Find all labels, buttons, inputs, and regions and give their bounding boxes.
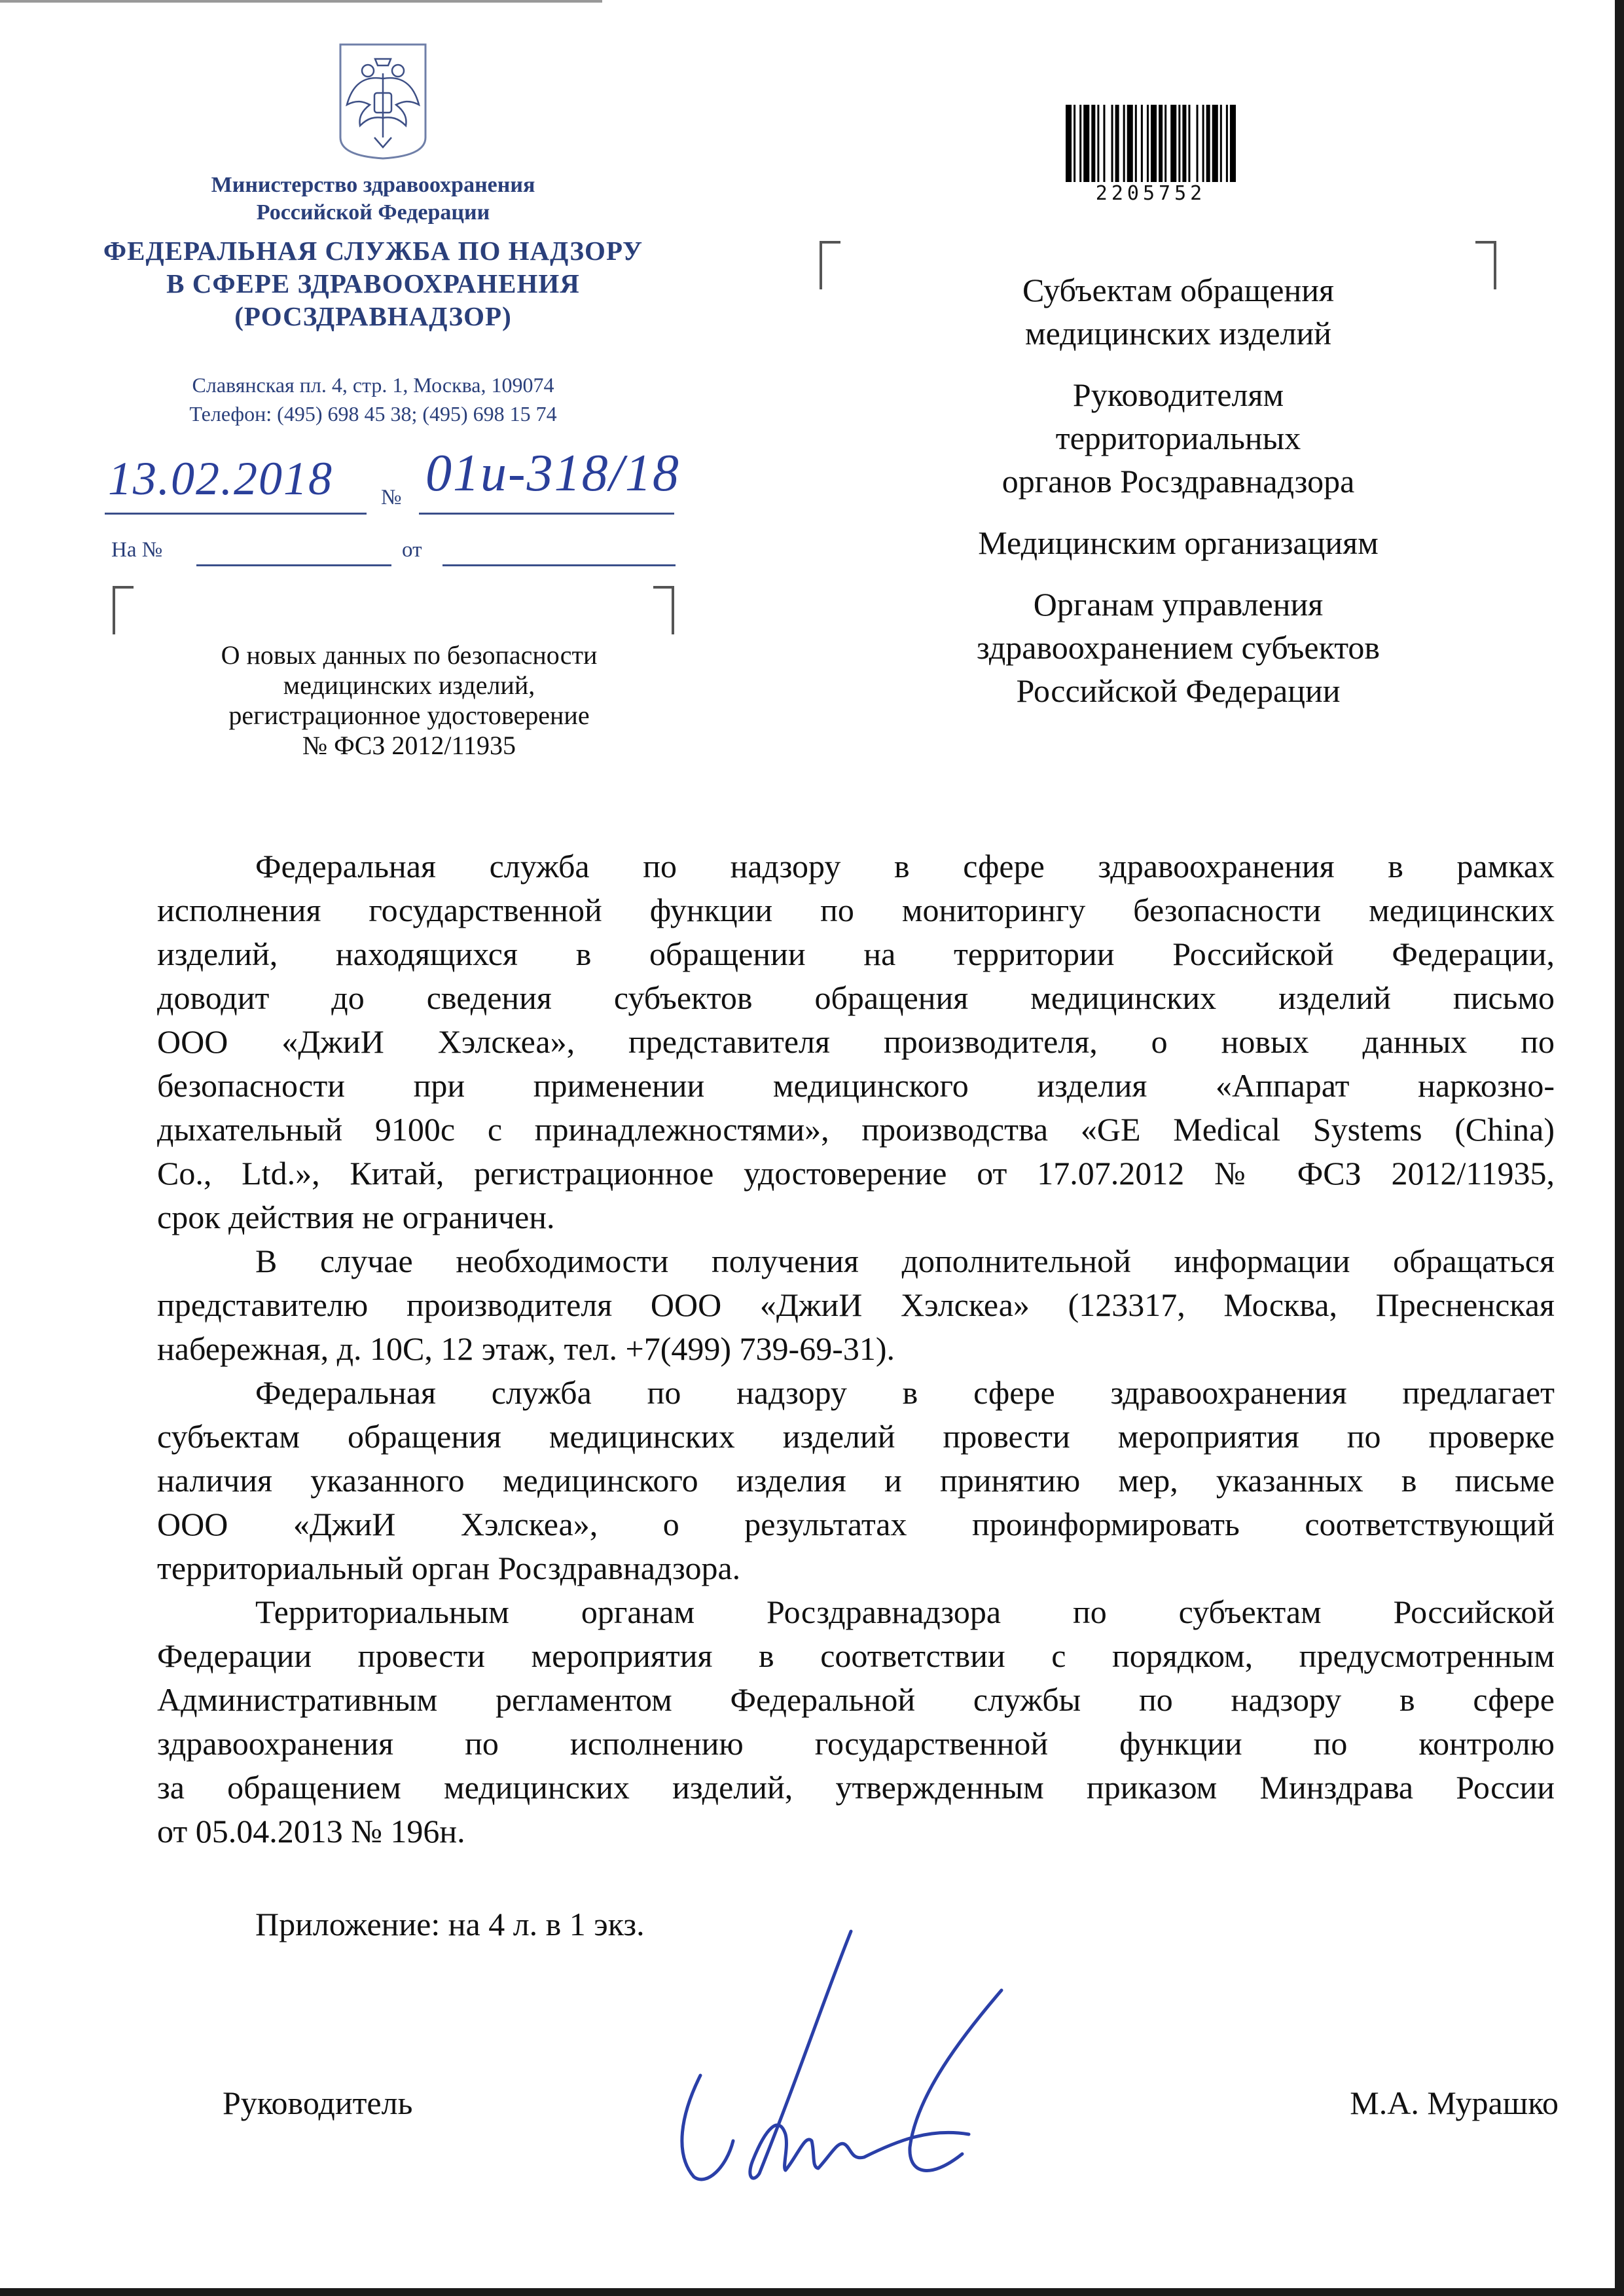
- ministry-name: [105, 172, 641, 227]
- recipient-line: медицинских изделий: [1024, 315, 1332, 352]
- ref-number-label: На №: [111, 538, 163, 562]
- agency-address: [105, 371, 641, 428]
- barcode-bar: [1103, 105, 1105, 182]
- bracket-left: [820, 241, 840, 289]
- recipient-line: Российской Федерации: [1016, 672, 1341, 709]
- agency-line: (РОСЗДРАВНАДЗОР): [234, 301, 512, 331]
- paragraph-line: от 05.04.2013 № 196н.: [157, 1813, 465, 1850]
- paragraph-line: исполнения государственной функции по мониторингу безопасности медицинских: [157, 892, 1555, 928]
- barcode-bar: [1151, 105, 1157, 182]
- barcode-bar: [1159, 105, 1163, 182]
- paragraph-line: здравоохранения по исполнению государственной функции по контролю: [157, 1725, 1555, 1762]
- ref-date-line: [442, 564, 676, 566]
- barcode-bar: [1188, 105, 1190, 182]
- paragraph-line: безопасности при применении медицинского изделия «Аппарат наркозно-: [157, 1067, 1555, 1104]
- paragraph-line: Федеральная служба по надзору в сфере здравоохранения предлагает: [255, 1374, 1555, 1411]
- date-underline: [105, 513, 367, 515]
- body-paragraph-1: [157, 845, 1555, 1239]
- recipient-line: Руководителям: [1072, 376, 1284, 413]
- barcode-bar: [1141, 105, 1143, 182]
- barcode-bar: [1135, 105, 1137, 182]
- agency-name: [85, 234, 661, 333]
- scan-edge-bottom: [0, 2288, 1624, 2296]
- barcode-bar: [1091, 105, 1095, 182]
- paragraph-line: дыхательный 9100с с принадлежностями», производства «GE Medical Systems (China): [157, 1111, 1555, 1148]
- double-headed-eagle-icon: [334, 39, 432, 160]
- paragraph-line: доводит до сведения субъектов обращения медицинских изделий письмо: [157, 979, 1555, 1016]
- barcode-bar: [1197, 105, 1199, 182]
- recipient-group: [903, 583, 1453, 712]
- recipient-line: Органам управления: [1033, 586, 1324, 623]
- paragraph-line: территориальный орган Росздравнадзора.: [157, 1550, 741, 1586]
- barcode-bar: [1178, 105, 1180, 182]
- paragraph-line: срок действия не ограничен.: [157, 1199, 555, 1235]
- barcode-bar: [1212, 105, 1218, 182]
- signer-position: Руководитель: [223, 2085, 413, 2121]
- paragraph-line: В случае необходимости получения дополнительной информации обращаться: [255, 1243, 1555, 1279]
- recipient-line: Субъектам обращения: [1022, 272, 1334, 308]
- scan-edge-top: [0, 0, 602, 3]
- paragraph-line: Co., Ltd.», Китай, регистрационное удостоверение от 17.07.2012 № ФСЗ 2012/11935,: [157, 1155, 1555, 1192]
- recipients-block: [903, 268, 1453, 731]
- barcode-image: [1066, 105, 1236, 183]
- handwritten-signature-image: [655, 1918, 1021, 2193]
- subject-line: медицинских изделий,: [283, 670, 535, 700]
- recipient-line: органов Росздравнадзора: [1001, 463, 1355, 500]
- paragraph-line: Федерации провести мероприятия в соответствии с порядком, предусмотренным: [157, 1637, 1555, 1674]
- signer-name: М.А. Мурашко: [1350, 2085, 1559, 2121]
- number-sign: №: [381, 486, 402, 509]
- body-paragraph-3: [157, 1371, 1555, 1590]
- barcode-bar: [1097, 105, 1099, 182]
- agency-line: ФЕДЕРАЛЬНАЯ СЛУЖБА ПО НАДЗОРУ: [103, 236, 643, 266]
- barcode-bar: [1083, 105, 1089, 182]
- barcode-bar: [1115, 105, 1119, 182]
- phone-line: Телефон: (495) 698 45 38; (495) 698 15 74: [189, 402, 557, 426]
- recipient-line: Медицинским организациям: [978, 524, 1379, 561]
- barcode-bar: [1079, 105, 1081, 182]
- barcode-bar: [1230, 105, 1236, 182]
- scan-edge-right: [1615, 0, 1624, 2296]
- recipient-group: [903, 521, 1453, 564]
- barcode-bar: [1220, 105, 1222, 182]
- barcode-number: 2205752: [1095, 182, 1206, 205]
- paragraph-line: представителю производителя ООО «ДжиИ Хэлскеа» (123317, Москва, Пресненская: [157, 1286, 1555, 1323]
- registration-number: 01и-318/18: [425, 445, 680, 502]
- recipient-line: территориальных: [1055, 420, 1301, 456]
- barcode-bar: [1202, 105, 1204, 182]
- barcode-bar: [1226, 105, 1228, 182]
- barcode-bar: [1182, 105, 1186, 182]
- barcode-bar: [1127, 105, 1133, 182]
- ministry-line: Российской Федерации: [256, 200, 490, 225]
- barcode-bar: [1147, 105, 1149, 182]
- barcode-bar: [1066, 105, 1072, 182]
- bracket-right: [1475, 241, 1496, 289]
- recipient-line: здравоохранением субъектов: [976, 629, 1380, 666]
- ministry-line: Министерство здравоохранения: [211, 173, 535, 197]
- paragraph-line: Территориальным органам Росздравнадзора по субъектам Российской: [255, 1594, 1555, 1630]
- paragraph-line: за обращением медицинских изделий, утвержденным приказом Минздрава России: [157, 1769, 1555, 1806]
- ref-number-line: [196, 564, 391, 566]
- number-underline: [419, 513, 674, 515]
- paragraph-line: наличия указанного медицинского изделия и принятию мер, указанных в письме: [157, 1462, 1555, 1499]
- paragraph-line: ООО «ДжиИ Хэлскеа», представителя производителя, о новых данных по: [157, 1023, 1555, 1060]
- subject-line: О новых данных по безопасности: [221, 640, 598, 670]
- address-line: Славянская пл. 4, стр. 1, Москва, 109074: [192, 373, 554, 397]
- paragraph-line: Административным регламентом Федеральной службы по надзору в сфере: [157, 1681, 1555, 1718]
- paragraph-line: Федеральная служба по надзору в сфере здравоохранения в рамках: [255, 848, 1555, 884]
- agency-line: В СФЕРЕ ЗДРАВООХРАНЕНИЯ: [166, 268, 580, 299]
- letter-subject: [131, 640, 687, 761]
- bracket-left: [113, 586, 134, 634]
- body-paragraph-2: [157, 1239, 1555, 1371]
- recipient-group: [903, 373, 1453, 503]
- body-paragraph-4: [157, 1590, 1555, 1853]
- barcode-bar: [1170, 105, 1176, 182]
- subject-line: регистрационное удостоверение: [228, 701, 590, 730]
- bracket-right: [653, 586, 674, 634]
- subject-line: № ФСЗ 2012/11935: [302, 731, 516, 760]
- paragraph-line: ООО «ДжиИ Хэлскеа», о результатах проинформировать соответствующий: [157, 1506, 1555, 1542]
- barcode-bar: [1164, 105, 1166, 182]
- barcode-bar: [1111, 105, 1113, 182]
- barcode-bar: [1074, 105, 1075, 182]
- ref-from-label: от: [402, 538, 422, 562]
- paragraph-line: субъектам обращения медицинских изделий провести мероприятия по проверке: [157, 1418, 1555, 1455]
- paragraph-line: изделий, находящихся в обращении на территории Российской Федерации,: [157, 936, 1555, 972]
- annex-note: Приложение: на 4 л. в 1 экз.: [255, 1906, 645, 1942]
- recipient-group: [903, 268, 1453, 355]
- barcode-bar: [1123, 105, 1125, 182]
- paragraph-line: набережная, д. 10С, 12 этаж, тел. +7(499) 739-69-31).: [157, 1330, 895, 1367]
- barcode-bar: [1206, 105, 1210, 182]
- registration-date: 13.02.2018: [108, 452, 333, 505]
